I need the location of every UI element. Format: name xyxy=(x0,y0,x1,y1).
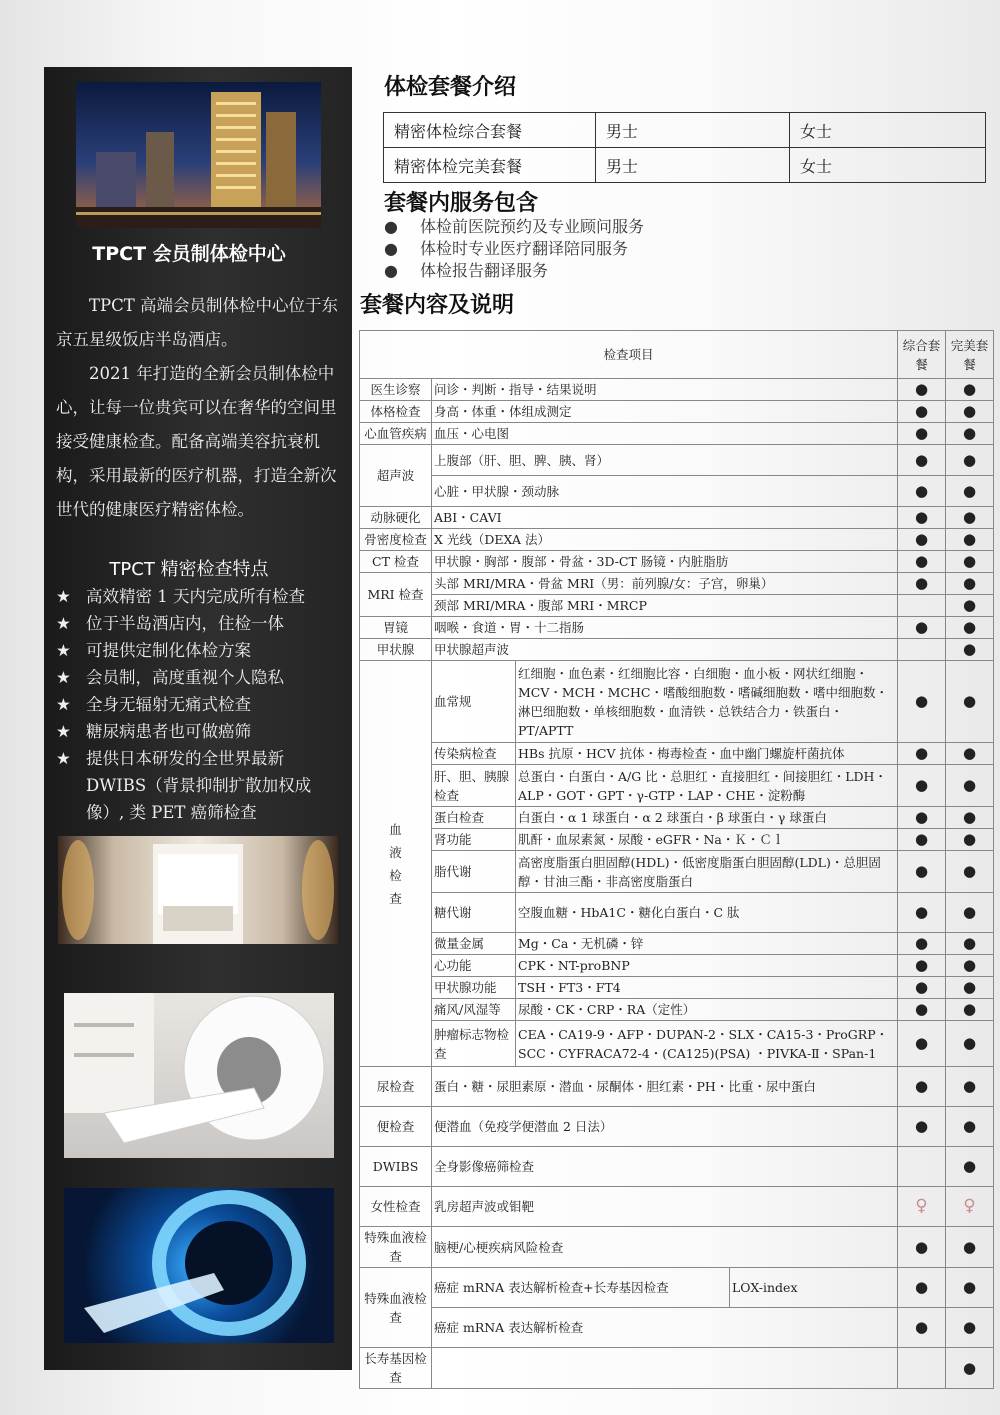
item-cell: 肌酐・血尿素氮・尿酸・eGFR・Na・Ｋ・Ｃｌ xyxy=(516,829,898,851)
item-cell: 颈部 MRI/MRA・腹部 MRI・MRCP xyxy=(432,595,898,617)
feature-item: ★ 提供日本研发的全世界最新 DWIBS（背景抑制扩散加权成像）, 类 PET 癌筛检查 xyxy=(56,745,348,826)
package-row xyxy=(384,113,986,148)
included-mark: ● xyxy=(898,1308,946,1348)
package-name: 精密体检综合套餐 xyxy=(384,113,596,148)
table-header-row xyxy=(360,331,994,379)
item-cell: HBs 抗原・HCV 抗体・梅毒检查・血中幽门螺旋杆菌抗体 xyxy=(516,743,898,765)
included-mark: ● xyxy=(946,423,994,445)
subcategory-cell: 脂代谢 xyxy=(432,851,516,893)
subcategory-cell: 肝、胆、胰腺检查 xyxy=(432,765,516,807)
category-cell: 尿检查 xyxy=(360,1067,432,1107)
table-row xyxy=(360,1021,994,1067)
item-cell: ABI・CAVI xyxy=(432,507,898,529)
subcategory-cell: 传染病检查 xyxy=(432,743,516,765)
package-name: 精密体检完美套餐 xyxy=(384,148,596,183)
category-cell: 心血管疾病 xyxy=(360,423,432,445)
feature-item: ★ 会员制，高度重视个人隐私 xyxy=(56,664,348,691)
table-row xyxy=(360,1067,994,1107)
item-cell: Mg・Ca・无机磷・锌 xyxy=(516,933,898,955)
included-mark: ● xyxy=(946,595,994,617)
center-title: TPCT 会员制体检中心 xyxy=(92,243,286,265)
included-mark: ● xyxy=(946,401,994,423)
table-row xyxy=(360,595,994,617)
item-cell: X 光线（DEXA 法） xyxy=(432,529,898,551)
mri-room-photo xyxy=(64,993,334,1158)
item-cell: 脑梗/心梗疾病风险检查 xyxy=(432,1227,898,1268)
category-cell: 超声波 xyxy=(360,445,432,507)
subcategory-cell: 血常规 xyxy=(432,661,516,743)
included-mark: ● xyxy=(946,743,994,765)
subcategory-cell: 肿瘤标志物检查 xyxy=(432,1021,516,1067)
package-male: 男士 xyxy=(596,113,790,148)
table-row xyxy=(360,1107,994,1147)
included-mark: ● xyxy=(898,893,946,933)
star-icon: ★ xyxy=(56,587,71,606)
services-heading: 套餐内服务包含 xyxy=(384,191,539,216)
clinic-illustration xyxy=(58,836,338,944)
table-row xyxy=(360,507,994,529)
table-row xyxy=(360,379,994,401)
category-cell: 血液检查 xyxy=(360,661,432,1067)
hotel-illustration xyxy=(76,82,321,228)
included-mark: ● xyxy=(946,1021,994,1067)
table-row xyxy=(360,661,994,743)
included-mark: ● xyxy=(946,507,994,529)
item-cell: CEA・CA19-9・AFP・DUPAN-2・SLX・CA15-3・ProGRP・SCC・CYFRACA72-4・(CA125)(PSA) ・PIVKA-Ⅱ・SPan-1 xyxy=(516,1021,898,1067)
category-cell: 长寿基因检查 xyxy=(360,1348,432,1389)
subcategory-cell: 肾功能 xyxy=(432,829,516,851)
table-row xyxy=(360,1227,994,1268)
included-mark: ● xyxy=(946,999,994,1021)
feature-item: ★ 位于半岛酒店内，住检一体 xyxy=(56,610,348,637)
included-mark: ● xyxy=(898,933,946,955)
col-header-item: 检查项目 xyxy=(360,331,898,379)
included-mark: ● xyxy=(898,401,946,423)
item-cell: 空腹血糖・HbA1C・糖化白蛋白・C 肽 xyxy=(516,893,898,933)
included-mark: ● xyxy=(898,807,946,829)
table-row xyxy=(360,999,994,1021)
included-mark: ● xyxy=(946,851,994,893)
bullet-icon: ● xyxy=(384,239,398,258)
subcategory-cell: 甲状腺功能 xyxy=(432,977,516,999)
included-mark: ● xyxy=(946,1067,994,1107)
star-icon: ★ xyxy=(56,614,71,633)
features-title: TPCT 精密检查特点 xyxy=(109,559,269,580)
subcategory-cell: 糖代谢 xyxy=(432,893,516,933)
package-female: 女士 xyxy=(790,113,986,148)
empty-mark xyxy=(898,1348,946,1389)
item-cell: 尿酸・CK・CRP・RA（定性） xyxy=(516,999,898,1021)
table-row xyxy=(360,955,994,977)
included-mark: ● xyxy=(898,851,946,893)
intro-paragraph-2: 2021 年打造的全新会员制体检中心，让每一位贵宾可以在奢华的空间里接受健康检查。配备高端美容抗衰机构，采用最新的医疗机器，打造全新次世代的健康医疗精密体检。 xyxy=(56,364,337,519)
included-mark: ● xyxy=(898,765,946,807)
category-cell: 女性检查 xyxy=(360,1187,432,1227)
included-mark: ● xyxy=(946,617,994,639)
bullet-icon: ● xyxy=(384,261,398,280)
empty-mark xyxy=(898,1147,946,1187)
mri-illustration xyxy=(64,993,334,1158)
item-cell: 蛋白・糖・尿胆素原・潜血・尿酮体・胆红素・PH・比重・尿中蛋白 xyxy=(432,1067,898,1107)
included-mark: ● xyxy=(946,1227,994,1268)
included-mark: ● xyxy=(946,933,994,955)
table-row xyxy=(360,807,994,829)
included-mark: ● xyxy=(898,445,946,476)
item-cell: 头部 MRI/MRA・骨盆 MRI（男：前列腺/女：子宫，卵巢） xyxy=(432,573,898,595)
included-mark: ● xyxy=(898,1107,946,1147)
item-cell: 咽喉・食道・胃・十二指肠 xyxy=(432,617,898,639)
female-icon: ♀ xyxy=(946,1187,994,1227)
service-item: ● 体检报告翻译服务 xyxy=(384,261,549,280)
item-cell xyxy=(432,1348,898,1389)
subcategory-cell: 微量金属 xyxy=(432,933,516,955)
category-cell: 骨密度检查 xyxy=(360,529,432,551)
table-row xyxy=(360,617,994,639)
table-row xyxy=(360,573,994,595)
table-row xyxy=(360,851,994,893)
table-row xyxy=(360,1268,994,1308)
table-row xyxy=(360,1147,994,1187)
feature-item: ★ 可提供定制化体检方案 xyxy=(56,637,348,664)
item-cell: 甲状腺・胸部・腹部・骨盆・3D-CT 肠镜・内脏脂肪 xyxy=(432,551,898,573)
included-mark: ● xyxy=(946,1147,994,1187)
item-cell: 红细胞・血色素・红细胞比容・白细胞・血小板・网状红细胞・MCV・MCH・MCHC・嗜酸细胞数・嗜碱细胞数・嗜中细胞数・淋巴细胞数・单核细胞数・血清铁・总铁结合力・铁蛋白・PT/APTT xyxy=(516,661,898,743)
star-icon: ★ xyxy=(56,722,71,741)
included-mark: ● xyxy=(946,955,994,977)
table-row xyxy=(360,829,994,851)
item-cell: 身高・体重・体组成测定 xyxy=(432,401,898,423)
table-row xyxy=(360,423,994,445)
included-mark: ● xyxy=(898,1227,946,1268)
item-cell: TSH・FT3・FT4 xyxy=(516,977,898,999)
included-mark: ● xyxy=(946,1348,994,1389)
category-cell: 特殊血液检查 xyxy=(360,1227,432,1268)
table-row xyxy=(360,743,994,765)
table-row xyxy=(360,529,994,551)
category-cell: MRI 检查 xyxy=(360,573,432,617)
included-mark: ● xyxy=(946,445,994,476)
table-row xyxy=(360,551,994,573)
feature-item: ★ 全身无辐射无痛式检查 xyxy=(56,691,348,718)
table-row xyxy=(360,401,994,423)
services-list xyxy=(384,216,644,282)
features-list xyxy=(56,583,348,826)
included-mark: ● xyxy=(898,999,946,1021)
included-mark: ● xyxy=(898,379,946,401)
subcategory-cell: 心功能 xyxy=(432,955,516,977)
star-icon: ★ xyxy=(56,695,71,714)
hotel-photo xyxy=(76,82,321,228)
table-row xyxy=(360,1308,994,1348)
table-row xyxy=(360,1348,994,1389)
col-header-comprehensive: 综合套餐 xyxy=(898,331,946,379)
included-mark: ● xyxy=(898,1021,946,1067)
included-mark: ● xyxy=(946,807,994,829)
included-mark: ● xyxy=(946,1308,994,1348)
category-cell: 医生诊察 xyxy=(360,379,432,401)
included-mark: ● xyxy=(946,1268,994,1308)
feature-item: ★ 糖尿病患者也可做癌筛 xyxy=(56,718,348,745)
item-cell: 癌症 mRNA 表达解析检查 xyxy=(432,1308,898,1348)
item-cell: 便潜血（免疫学便潜血 2 日法） xyxy=(432,1107,898,1147)
included-mark: ● xyxy=(898,507,946,529)
package-male: 男士 xyxy=(596,148,790,183)
included-mark: ● xyxy=(946,661,994,743)
included-mark: ● xyxy=(898,1268,946,1308)
col-header-perfect: 完美套餐 xyxy=(946,331,994,379)
package-female: 女士 xyxy=(790,148,986,183)
included-mark: ● xyxy=(946,977,994,999)
item-cell: 上腹部（肝、胆、脾、胰、肾） xyxy=(432,445,898,476)
included-mark: ● xyxy=(946,551,994,573)
item-cell-extra: LOX-index xyxy=(730,1268,898,1308)
included-mark: ● xyxy=(946,476,994,507)
category-cell: 胃镜 xyxy=(360,617,432,639)
contents-table xyxy=(359,330,994,1389)
included-mark: ● xyxy=(898,529,946,551)
mri-scanner-photo xyxy=(64,1188,334,1343)
clinic-photo xyxy=(58,836,338,944)
included-mark: ● xyxy=(946,893,994,933)
sidebar xyxy=(44,67,352,1370)
table-row xyxy=(360,639,994,661)
included-mark: ● xyxy=(898,617,946,639)
included-mark: ● xyxy=(946,639,994,661)
category-cell: 特殊血液检查 xyxy=(360,1268,432,1348)
category-cell: 体格检查 xyxy=(360,401,432,423)
category-cell: DWIBS xyxy=(360,1147,432,1187)
subcategory-cell: 痛风/风湿等 xyxy=(432,999,516,1021)
service-item: ● 体检前医院预约及专业顾问服务 xyxy=(384,217,645,236)
bullet-icon: ● xyxy=(384,217,398,236)
included-mark: ● xyxy=(946,379,994,401)
table-row xyxy=(360,445,994,476)
intro-paragraph-1: TPCT 高端会员制体检中心位于东京五星级饭店半岛酒店。 xyxy=(56,296,338,349)
category-cell: 便检查 xyxy=(360,1107,432,1147)
contents-heading: 套餐内容及说明 xyxy=(360,293,515,318)
feature-item: ★ 高效精密 1 天内完成所有检查 xyxy=(56,583,348,610)
star-icon: ★ xyxy=(56,668,71,687)
category-cell: 甲状腺 xyxy=(360,639,432,661)
included-mark: ● xyxy=(946,573,994,595)
included-mark: ● xyxy=(898,829,946,851)
item-cell: 全身影像癌筛检查 xyxy=(432,1147,898,1187)
item-cell: 癌症 mRNA 表达解析检查+长寿基因检查 xyxy=(432,1268,730,1308)
included-mark: ● xyxy=(898,1067,946,1107)
center-intro xyxy=(56,289,346,527)
star-icon: ★ xyxy=(56,641,71,660)
included-mark: ● xyxy=(898,551,946,573)
table-row xyxy=(360,977,994,999)
subcategory-cell: 蛋白检查 xyxy=(432,807,516,829)
female-icon: ♀ xyxy=(898,1187,946,1227)
item-cell: 总蛋白・白蛋白・A/G 比・总胆红・直接胆红・间接胆红・LDH・ALP・GOT・GPT・γ-GTP・LAP・CHE・淀粉酶 xyxy=(516,765,898,807)
service-item: ● 体检时专业医疗翻译陪同服务 xyxy=(384,239,629,258)
table-row xyxy=(360,893,994,933)
category-cell: CT 检查 xyxy=(360,551,432,573)
table-row xyxy=(360,765,994,807)
item-cell: 乳房超声波或钼靶 xyxy=(432,1187,898,1227)
empty-mark xyxy=(898,639,946,661)
table-row xyxy=(360,933,994,955)
included-mark: ● xyxy=(898,573,946,595)
scanner-illustration xyxy=(64,1188,334,1343)
package-table xyxy=(383,112,986,183)
table-row xyxy=(360,1187,994,1227)
included-mark: ● xyxy=(946,529,994,551)
included-mark: ● xyxy=(898,743,946,765)
included-mark: ● xyxy=(898,661,946,743)
included-mark: ● xyxy=(898,423,946,445)
package-row xyxy=(384,148,986,183)
item-cell: 心脏・甲状腺・颈动脉 xyxy=(432,476,898,507)
empty-mark xyxy=(898,595,946,617)
item-cell: 甲状腺超声波 xyxy=(432,639,898,661)
table-row xyxy=(360,476,994,507)
included-mark: ● xyxy=(946,829,994,851)
included-mark: ● xyxy=(898,476,946,507)
included-mark: ● xyxy=(898,977,946,999)
item-cell: 白蛋白・α 1 球蛋白・α 2 球蛋白・β 球蛋白・γ 球蛋白 xyxy=(516,807,898,829)
category-cell: 动脉硬化 xyxy=(360,507,432,529)
included-mark: ● xyxy=(946,765,994,807)
package-intro-heading: 体检套餐介绍 xyxy=(384,75,517,100)
item-cell: 问诊・判断・指导・结果说明 xyxy=(432,379,898,401)
item-cell: 高密度脂蛋白胆固醇(HDL)・低密度脂蛋白胆固醇(LDL)・总胆固醇・甘油三酯・非高密度脂蛋白 xyxy=(516,851,898,893)
item-cell: CPK・NT-proBNP xyxy=(516,955,898,977)
item-cell: 血压・心电图 xyxy=(432,423,898,445)
star-icon: ★ xyxy=(56,749,71,768)
included-mark: ● xyxy=(898,955,946,977)
included-mark: ● xyxy=(946,1107,994,1147)
